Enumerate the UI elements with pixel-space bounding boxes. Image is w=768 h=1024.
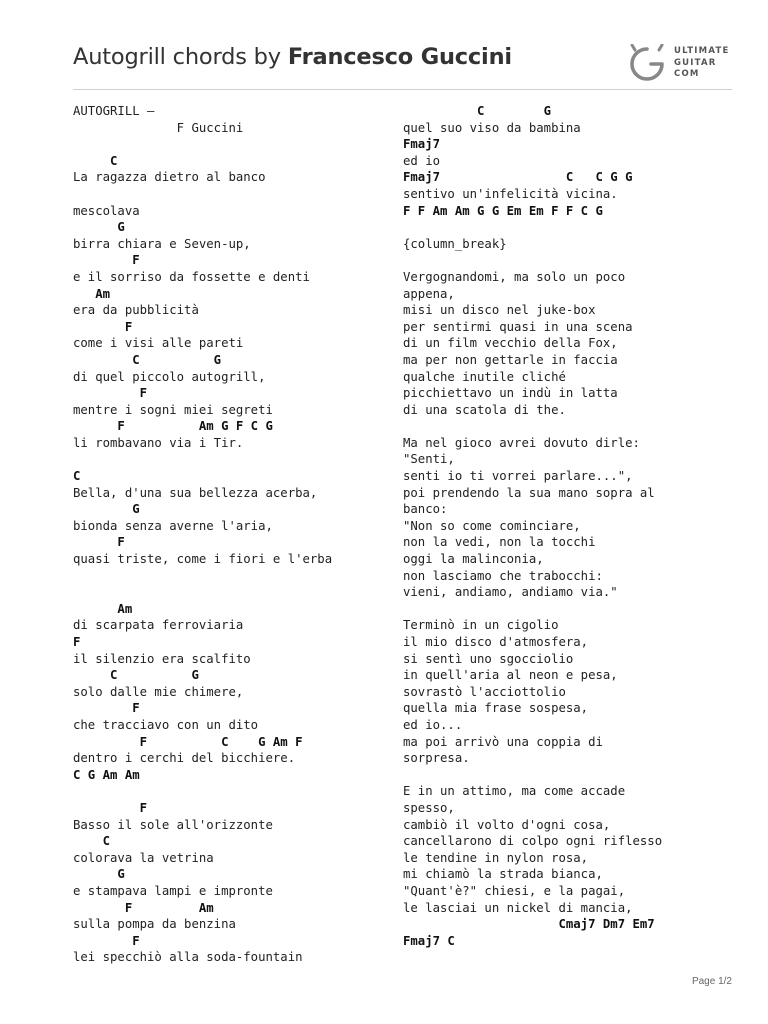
- logo-line: GUITAR: [674, 57, 717, 68]
- chord-line: F: [73, 319, 133, 334]
- chord-line: C: [73, 469, 81, 484]
- lyric-line: [403, 601, 733, 618]
- lyric-line: non lasciamo che trabocchi:: [403, 568, 603, 583]
- chord-line: F C G Am F: [73, 734, 303, 749]
- lyric-line: poi prendendo la sua mano sopra al: [403, 485, 655, 500]
- lyric-line: solo dalle mie chimere,: [73, 684, 244, 699]
- lyric-line: ma per non gettarle in faccia: [403, 352, 618, 367]
- lyric-line: picchiettavo un indù in latta: [403, 386, 618, 401]
- lyric-line: mescolava: [73, 203, 140, 218]
- lyric-line: non la vedi, non la tocchi: [403, 535, 596, 550]
- page-title: [73, 44, 512, 70]
- lyric-line: [403, 252, 733, 269]
- song-title: Autogrill chords by: [73, 44, 288, 70]
- lyric-line: [73, 186, 373, 203]
- chord-line: F: [73, 800, 148, 815]
- lyric-line: per sentirmi quasi in una scena: [403, 319, 633, 334]
- chord-line: G: [73, 220, 125, 235]
- lyric-line: il silenzio era scalfito: [73, 651, 251, 666]
- lyric-line: birra chiara e Seven-up,: [73, 236, 251, 251]
- chord-line: F Am G F C G: [73, 419, 273, 434]
- lyric-line: mi chiamò la strada bianca,: [403, 867, 603, 882]
- lyric-line: appena,: [403, 286, 455, 301]
- lyric-line: lei specchiò alla soda-fountain: [73, 950, 303, 965]
- header-divider: [73, 89, 732, 90]
- lyrics-column-right: [403, 103, 733, 949]
- chord-line: Am: [73, 286, 111, 301]
- lyrics-column-left: [73, 103, 373, 966]
- lyric-line: sentivo un'infelicità vicina.: [403, 186, 618, 201]
- lyric-line: qualche inutile cliché: [403, 369, 566, 384]
- ultimate-guitar-logo: [627, 42, 733, 86]
- lyric-line: spesso,: [403, 800, 455, 815]
- lyric-line: li rombavano via i Tir.: [73, 435, 244, 450]
- chord-line: G: [73, 502, 140, 517]
- lyric-line: Terminò in un cigolio: [403, 618, 559, 633]
- chord-line: F F Am Am G G Em Em F F C G: [403, 203, 603, 218]
- chord-line: Fmaj7 C: [403, 933, 455, 948]
- chord-line: C G: [403, 104, 552, 118]
- artist-name: Francesco Guccini: [287, 44, 512, 70]
- chord-line: Cmaj7 Dm7 Em7: [403, 917, 655, 932]
- lyric-line: sovrastò l'acciottolio: [403, 684, 566, 699]
- lyric-line: "Non so come cominciare,: [403, 518, 581, 533]
- lyric-line: in quell'aria al neon e pesa,: [403, 668, 618, 683]
- lyric-line: era da pubblicità: [73, 303, 199, 318]
- lyric-line: [73, 568, 373, 585]
- lyric-line: La ragazza dietro al banco: [73, 170, 266, 185]
- lyric-line: di un film vecchio della Fox,: [403, 336, 618, 351]
- chord-line: F: [73, 635, 81, 649]
- chord-line: C G Am Am: [73, 767, 140, 782]
- lyric-line: {column_break}: [403, 236, 507, 251]
- guitar-pick-logo-icon: [627, 44, 667, 84]
- lyric-line: e stampava lampi e impronte: [73, 883, 273, 898]
- chord-line: C: [73, 153, 118, 168]
- lyric-line: quella mia frase sospesa,: [403, 701, 589, 716]
- lyric-line: quel suo viso da bambina: [403, 120, 581, 135]
- lyric-line: cambiò il volto d'ogni cosa,: [403, 817, 611, 832]
- logo-wordmark: [674, 46, 734, 81]
- lyric-line: e il sorriso da fossette e denti: [73, 269, 310, 284]
- lyric-line: "Quant'è?" chiesi, e la pagai,: [403, 883, 626, 898]
- lyric-line: Basso il sole all'orizzonte: [73, 817, 273, 832]
- lyric-line: ed io...: [403, 717, 463, 732]
- lyric-line: di scarpata ferroviaria: [73, 618, 244, 633]
- lyric-line: le tendine in nylon rosa,: [403, 850, 589, 865]
- lyric-line: colorava la vetrina: [73, 850, 214, 865]
- lyric-line: [73, 783, 373, 800]
- lyric-line: Vergognandomi, ma solo un poco: [403, 269, 626, 284]
- lyric-line: ed io: [403, 153, 441, 168]
- chord-line: F: [73, 933, 140, 948]
- lyric-line: di quel piccolo autogrill,: [73, 369, 266, 384]
- lyric-line: E in un attimo, ma come accade: [403, 784, 626, 799]
- lyric-line: cancellarono di colpo ogni riflesso: [403, 834, 663, 849]
- lyric-line: misi un disco nel juke-box: [403, 303, 596, 318]
- page-number: Page 1/2: [691, 976, 732, 987]
- lyric-line: bionda senza averne l'aria,: [73, 518, 273, 533]
- chord-line: F: [73, 253, 140, 268]
- chord-line: F: [73, 701, 140, 716]
- lyric-line: [73, 451, 373, 468]
- lyric-line: le lasciai un nickel di mancia,: [403, 900, 633, 915]
- lyric-line: quasi triste, come i fiori e l'erba: [73, 552, 333, 567]
- chord-line: C G: [73, 352, 222, 367]
- chord-line: C G: [73, 668, 199, 683]
- lyric-line: mentre i sogni miei segreti: [73, 402, 273, 417]
- chord-line: F: [73, 535, 125, 550]
- lyric-line: oggi la malinconia,: [403, 552, 544, 567]
- lyric-line: AUTOGRILL –: [73, 104, 155, 118]
- lyric-line: [73, 136, 373, 153]
- lyric-line: [403, 418, 733, 435]
- page-header: [73, 40, 733, 90]
- lyric-line: F Guccini: [73, 120, 244, 135]
- lyric-line: "Senti,: [403, 452, 455, 467]
- chord-line: Fmaj7 C C G G: [403, 170, 633, 185]
- lyric-line: vieni, andiamo, andiamo via.": [403, 585, 618, 600]
- chord-line: G: [73, 867, 125, 882]
- lyric-line: che tracciavo con un dito: [73, 717, 259, 732]
- lyric-line: [403, 767, 733, 784]
- lyric-line: di una scatola di the.: [403, 402, 566, 417]
- lyric-line: dentro i cerchi del bicchiere.: [73, 751, 296, 766]
- chord-line: C: [73, 834, 111, 849]
- chord-line: Am: [73, 601, 133, 616]
- chord-line: F: [73, 386, 148, 401]
- lyric-line: ma poi arrivò una coppia di: [403, 734, 603, 749]
- lyric-line: il mio disco d'atmosfera,: [403, 635, 589, 649]
- lyric-line: come i visi alle pareti: [73, 336, 244, 351]
- lyric-line: sorpresa.: [403, 751, 470, 766]
- lyric-line: [403, 219, 733, 236]
- lyric-line: si sentì uno sgocciolio: [403, 651, 574, 666]
- lyric-line: senti io ti vorrei parlare...",: [403, 469, 633, 484]
- chord-line: Fmaj7: [403, 137, 441, 152]
- logo-line: ULTIMATE: [674, 46, 730, 56]
- lyric-line: sulla pompa da benzina: [73, 917, 236, 932]
- chord-line: F Am: [73, 900, 214, 915]
- lyric-line: Bella, d'una sua bellezza acerba,: [73, 485, 318, 500]
- logo-line: COM: [674, 69, 700, 79]
- lyric-line: Ma nel gioco avrei dovuto dirle:: [403, 435, 640, 450]
- lyric-line: banco:: [403, 502, 448, 517]
- lyric-line: [73, 584, 373, 601]
